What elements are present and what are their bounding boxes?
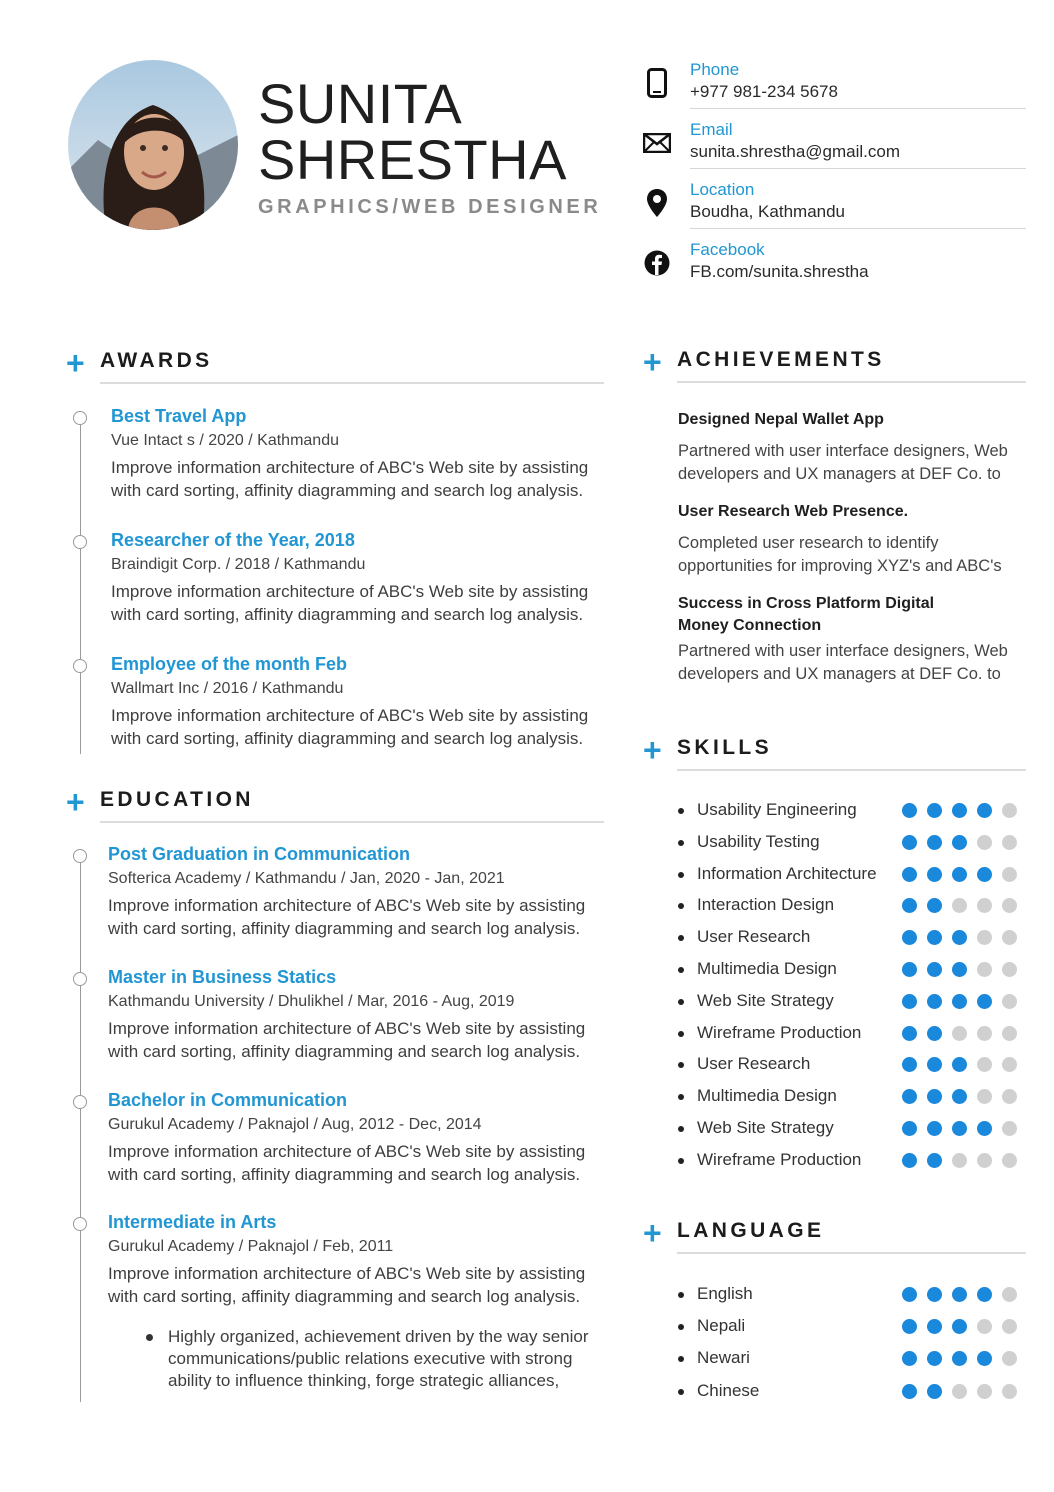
skill-rating (902, 1089, 1017, 1104)
rating-dot-empty (977, 1153, 992, 1168)
rating-dot-filled (902, 1057, 917, 1072)
language-name: English (697, 1284, 753, 1303)
skill-name: Web Site Strategy (697, 990, 834, 1010)
achievement-description: Partnered with user interface designers, Web developers and UX managers at DEF Co. to (678, 642, 1008, 683)
rating-dot-filled (952, 835, 967, 850)
plus-icon: + (643, 1215, 662, 1251)
education-entry (108, 844, 608, 940)
rating-dot-filled (927, 930, 942, 945)
rating-dot-filled (902, 994, 917, 1009)
rating-dot-filled (952, 962, 967, 977)
rating-dot-filled (927, 1319, 942, 1334)
skill-row (678, 990, 1023, 1014)
section-title: AWARDS (100, 349, 213, 372)
rating-dot-empty (1002, 1153, 1017, 1168)
language-name: Nepali (697, 1316, 746, 1336)
rating-dot-empty (1002, 1384, 1017, 1399)
skill-rating (902, 1057, 1017, 1072)
rating-dot-filled (927, 1089, 942, 1104)
achievement-title: Success in Cross Platform Digital Money Connection (678, 595, 935, 634)
divider (690, 108, 1026, 109)
rating-dot-filled (902, 1319, 917, 1334)
rating-dot-empty (1002, 1089, 1017, 1104)
skill-row (678, 1053, 1023, 1077)
bullet-dot (678, 935, 684, 941)
rating-dot-filled (902, 1287, 917, 1302)
rating-dot-filled (902, 1153, 917, 1168)
section-title: ACHIEVEMENTS (677, 348, 885, 371)
candidate-name (258, 72, 567, 191)
rating-dot-filled (902, 962, 917, 977)
skill-rating (902, 1153, 1017, 1168)
rating-dot-empty (977, 1026, 992, 1041)
divider (690, 168, 1026, 169)
award-entry (111, 406, 611, 502)
language-rating (902, 1319, 1017, 1334)
skill-rating (902, 898, 1017, 913)
rating-dot-empty (1002, 1121, 1017, 1136)
award-title: Researcher of the Year, 2018 (111, 530, 355, 550)
bullet-dot (678, 808, 684, 814)
degree-description: Improve information architecture of ABC's Web site by assisting with card sorting, affinity diagramming and search log analysis. (108, 896, 586, 938)
achievement-item-description (678, 640, 1028, 686)
skill-row (678, 926, 1023, 950)
language-rating (902, 1384, 1017, 1399)
bullet-dot (146, 1334, 153, 1341)
rating-dot-filled (902, 835, 917, 850)
rating-dot-filled (902, 930, 917, 945)
skill-name: Multimedia Design (697, 959, 837, 978)
rating-dot-filled (902, 1026, 917, 1041)
education-entry (108, 1090, 608, 1186)
rating-dot-filled (952, 930, 967, 945)
skill-name: Interaction Design (697, 895, 835, 915)
bullet-dot (678, 1292, 684, 1298)
rating-dot-filled (977, 803, 992, 818)
rating-dot-empty (977, 962, 992, 977)
rating-dot-filled (927, 1384, 942, 1399)
timeline-dot (73, 972, 87, 986)
award-entry (111, 654, 611, 750)
contact-facebook (640, 240, 1026, 292)
award-description: Improve information architecture of ABC's Web site by assisting with card sorting, affinity diagramming and search log analysis. (111, 582, 589, 624)
rating-dot-empty (1002, 867, 1017, 882)
rating-dot-empty (1002, 1351, 1017, 1366)
location-pin-icon (640, 186, 674, 220)
rating-dot-filled (927, 867, 942, 882)
contact-email (640, 120, 1026, 172)
awards-heading (66, 345, 604, 385)
rating-dot-empty (977, 1384, 992, 1399)
award-description: Improve information architecture of ABC's Web site by assisting with card sorting, affinity diagramming and search log analysis. (111, 706, 589, 748)
rating-dot-empty (952, 1026, 967, 1041)
divider (690, 228, 1026, 229)
timeline-dot (73, 411, 87, 425)
rating-dot-filled (902, 1089, 917, 1104)
language-row (678, 1347, 1023, 1371)
timeline-dot (73, 849, 87, 863)
degree-description: Improve information architecture of ABC's Web site by assisting with card sorting, affinity diagramming and search log analysis. (108, 1264, 586, 1306)
award-entry (111, 530, 611, 626)
award-title: Best Travel App (111, 406, 247, 426)
language-name: Chinese (697, 1380, 760, 1400)
skill-name: Multimedia Design (697, 1086, 837, 1106)
plus-icon: + (643, 732, 662, 768)
achievement-description: Completed user research to identify opportunities for improving XYZ's and ABC's (678, 534, 1002, 575)
rating-dot-filled (927, 1026, 942, 1041)
rating-dot-empty (1002, 930, 1017, 945)
rating-dot-filled (977, 1121, 992, 1136)
section-title: SKILLS (677, 736, 773, 759)
timeline-dot (73, 1217, 87, 1231)
rating-dot-empty (1002, 898, 1017, 913)
bullet-dot (678, 872, 684, 878)
rating-dot-empty (977, 1089, 992, 1104)
language-heading (643, 1215, 1026, 1255)
skill-row (678, 863, 1023, 887)
achievement-item (678, 593, 958, 637)
degree-description: Improve information architecture of ABC's Web site by assisting with card sorting, affinity diagramming and search log analysis. (108, 1142, 586, 1184)
rating-dot-filled (927, 1351, 942, 1366)
contact-label: Email (690, 120, 733, 139)
rating-dot-filled (977, 867, 992, 882)
skill-rating (902, 1026, 1017, 1041)
skill-row (678, 799, 1023, 823)
rating-dot-empty (1002, 1319, 1017, 1334)
rating-dot-filled (977, 1287, 992, 1302)
rating-dot-filled (927, 1287, 942, 1302)
rating-dot-empty (977, 1057, 992, 1072)
skill-row (678, 831, 1023, 855)
rating-dot-filled (902, 867, 917, 882)
phone-icon (640, 66, 674, 100)
contact-location (640, 180, 1026, 232)
skill-rating (902, 994, 1017, 1009)
rating-dot-filled (902, 898, 917, 913)
award-meta: Vue Intact s / 2020 / Kathmandu (111, 432, 339, 449)
rating-dot-filled (952, 803, 967, 818)
degree-meta: Softerica Academy / Kathmandu / Jan, 2020 - Jan, 2021 (108, 870, 505, 887)
skill-row (678, 1117, 1023, 1141)
rating-dot-filled (927, 994, 942, 1009)
rating-dot-empty (1002, 1026, 1017, 1041)
bullet-dot (678, 1356, 684, 1362)
bullet-text: Highly organized, achievement driven by the way senior communications/public relations executive with strong ability to influence thinking, forge strategic alliances, (168, 1327, 589, 1390)
bullet-dot (678, 1324, 684, 1330)
rating-dot-empty (1002, 994, 1017, 1009)
achievement-title: Designed Nepal Wallet App (678, 411, 884, 428)
bullet-dot (678, 903, 684, 909)
contact-value[interactable]: FB.com/sunita.shrestha (690, 262, 869, 281)
timeline-dot (73, 535, 87, 549)
skill-rating (902, 803, 1017, 818)
rating-dot-filled (902, 803, 917, 818)
skill-row (678, 1149, 1023, 1173)
rating-dot-filled (927, 1057, 942, 1072)
skill-rating (902, 835, 1017, 850)
contact-value[interactable]: Boudha, Kathmandu (690, 202, 846, 221)
skill-name: Usability Engineering (697, 800, 857, 819)
timeline-line (80, 418, 81, 754)
rating-dot-empty (977, 1319, 992, 1334)
rating-dot-empty (1002, 803, 1017, 818)
rating-dot-filled (952, 867, 967, 882)
rating-dot-filled (902, 1384, 917, 1399)
skill-name: Usability Testing (697, 831, 820, 851)
contact-label: Phone (690, 60, 740, 79)
divider (677, 381, 1026, 383)
rating-dot-empty (952, 898, 967, 913)
language-rating (902, 1351, 1017, 1366)
rating-dot-filled (952, 1089, 967, 1104)
skill-name: Wireframe Production (697, 1149, 862, 1169)
rating-dot-empty (1002, 1057, 1017, 1072)
contact-value[interactable]: sunita.shrestha@gmail.com (690, 142, 901, 161)
rating-dot-filled (902, 1121, 917, 1136)
skill-row (678, 1022, 1023, 1046)
bullet-dot (678, 1158, 684, 1164)
divider (677, 1252, 1026, 1254)
contact-label: Location (690, 180, 755, 199)
language-rating (902, 1287, 1017, 1302)
rating-dot-filled (927, 898, 942, 913)
skill-name: User Research (697, 1054, 811, 1074)
degree-title: Master in Business Statics (108, 967, 337, 987)
rating-dot-filled (902, 1351, 917, 1366)
award-meta: Braindigit Corp. / 2018 / Kathmandu (111, 556, 366, 573)
bullet-dot (678, 1126, 684, 1132)
language-row (678, 1380, 1023, 1404)
achievement-item (678, 501, 1028, 578)
email-icon (640, 126, 674, 160)
skill-rating (902, 1121, 1017, 1136)
rating-dot-empty (977, 835, 992, 850)
first-name: SUNITA (258, 72, 463, 135)
rating-dot-empty (1002, 835, 1017, 850)
rating-dot-filled (952, 1351, 967, 1366)
divider (677, 769, 1026, 771)
plus-icon: + (66, 345, 85, 381)
bullet-dot (678, 1389, 684, 1395)
section-title: LANGUAGE (677, 1219, 825, 1242)
education-entry (108, 967, 608, 1063)
degree-meta: Gurukul Academy / Paknajol / Aug, 2012 - Dec, 2014 (108, 1116, 482, 1133)
divider (100, 382, 604, 384)
education-heading (66, 784, 604, 824)
achievement-description: Partnered with user interface designers, Web developers and UX managers at DEF Co. to (678, 442, 1008, 483)
bullet-dot (678, 1062, 684, 1068)
achievement-item (678, 409, 1028, 486)
timeline-line (80, 856, 81, 1402)
rating-dot-empty (952, 1153, 967, 1168)
rating-dot-filled (977, 994, 992, 1009)
section-title: EDUCATION (100, 788, 254, 811)
degree-title: Intermediate in Arts (108, 1212, 277, 1232)
summary-bullet (146, 1326, 596, 1392)
timeline-dot (73, 659, 87, 673)
rating-dot-filled (927, 1153, 942, 1168)
plus-icon: + (66, 784, 85, 820)
timeline-dot (73, 1095, 87, 1109)
rating-dot-filled (927, 835, 942, 850)
achievement-title: User Research Web Presence. (678, 503, 909, 520)
bullet-dot (678, 1031, 684, 1037)
last-name: SHRESTHA (258, 128, 567, 191)
skill-name: User Research (697, 927, 811, 947)
skill-row (678, 1085, 1023, 1109)
plus-icon: + (643, 344, 662, 380)
skill-name: Information Architecture (697, 863, 877, 883)
degree-title: Bachelor in Communication (108, 1090, 348, 1110)
skill-row (678, 958, 1023, 982)
contact-phone (640, 60, 1026, 112)
skill-name: Wireframe Production (697, 1022, 862, 1042)
divider (100, 821, 604, 823)
profile-photo (68, 60, 238, 230)
rating-dot-filled (927, 962, 942, 977)
degree-title: Post Graduation in Communication (108, 844, 411, 864)
rating-dot-filled (977, 1351, 992, 1366)
rating-dot-filled (952, 1121, 967, 1136)
education-entry (108, 1212, 608, 1308)
degree-description: Improve information architecture of ABC's Web site by assisting with card sorting, affinity diagramming and search log analysis. (108, 1019, 586, 1061)
rating-dot-empty (952, 1384, 967, 1399)
contact-value[interactable]: +977 981-234 5678 (690, 82, 838, 101)
skill-row (678, 894, 1023, 918)
skill-rating (902, 962, 1017, 977)
rating-dot-empty (1002, 962, 1017, 977)
skills-heading (643, 732, 1026, 772)
bullet-dot (678, 840, 684, 846)
rating-dot-filled (952, 1057, 967, 1072)
job-title: GRAPHICS/WEB DESIGNER (258, 196, 602, 218)
skill-rating (902, 930, 1017, 945)
rating-dot-filled (952, 1287, 967, 1302)
language-name: Newari (697, 1348, 750, 1368)
award-description: Improve information architecture of ABC's Web site by assisting with card sorting, affinity diagramming and search log analysis. (111, 458, 589, 500)
rating-dot-filled (952, 1319, 967, 1334)
bullet-dot (678, 967, 684, 973)
rating-dot-empty (977, 930, 992, 945)
language-row (678, 1283, 1023, 1307)
award-meta: Wallmart Inc / 2016 / Kathmandu (111, 680, 344, 697)
skill-rating (902, 867, 1017, 882)
rating-dot-empty (977, 898, 992, 913)
skill-name: Web Site Strategy (697, 1118, 834, 1137)
rating-dot-filled (927, 803, 942, 818)
bullet-dot (678, 1094, 684, 1100)
rating-dot-filled (952, 994, 967, 1009)
rating-dot-filled (927, 1121, 942, 1136)
facebook-icon (640, 246, 674, 280)
rating-dot-empty (1002, 1287, 1017, 1302)
award-title: Employee of the month Feb (111, 654, 348, 674)
bullet-dot (678, 999, 684, 1005)
contact-label: Facebook (690, 240, 765, 259)
degree-meta: Kathmandu University / Dhulikhel / Mar, 2016 - Aug, 2019 (108, 993, 515, 1010)
degree-meta: Gurukul Academy / Paknajol / Feb, 2011 (108, 1238, 394, 1255)
language-row (678, 1315, 1023, 1339)
achievements-heading (643, 344, 1026, 384)
